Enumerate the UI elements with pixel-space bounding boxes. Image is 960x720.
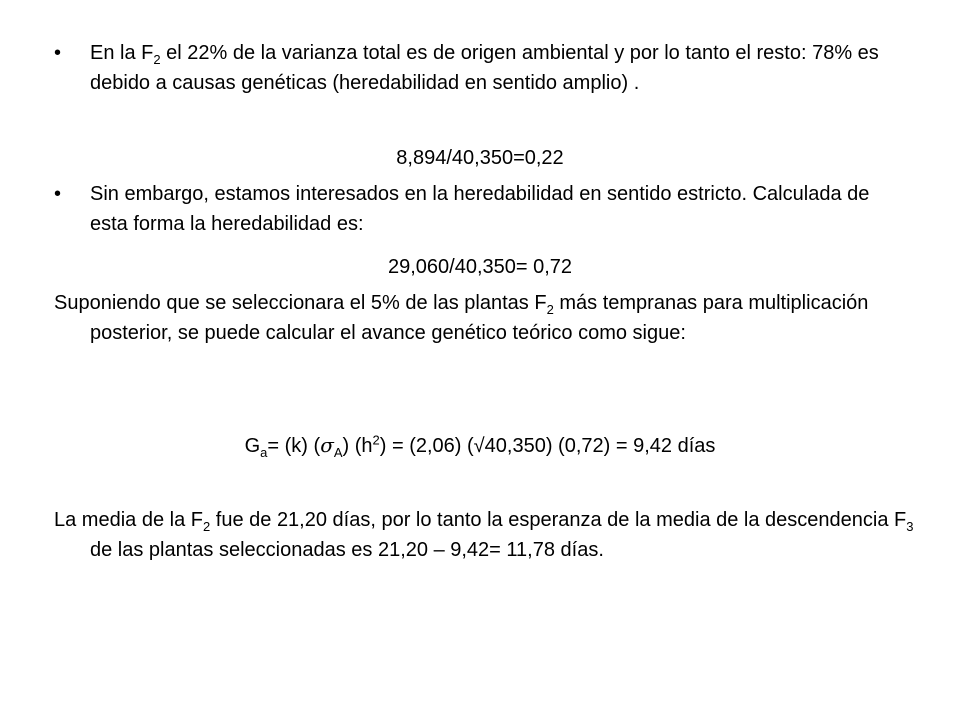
bullet-text-1: En la $F_2$ el 22% de la varianza total es de origen ambiental y por lo tanto el resto: 78% es debido a causas genéticas (heredabilidad en sentido amplio) . bbox=[90, 42, 879, 94]
bullet-dot-icon: • bbox=[54, 183, 62, 205]
paragraph-selection: Suponiendo que se seleccionara el 5% de las plantas $F_2$ más tempranas para multiplicación posterior, se puede calcular el avance genético teórico como sigue: bbox=[54, 292, 869, 344]
formula-heritability-narrow: 29,060/40,350= 0,72 bbox=[387, 256, 573, 278]
paragraph-f2-mean: La media de la $F_2$ fue de 21,20 días, por lo tanto la esperanza de la media de la descendencia $F_3$ de las plantas seleccionadas es 21,20 – 9,42= 11,78 días. bbox=[54, 509, 914, 561]
bullet-text-2: Sin embargo, estamos interesados en la heredabilidad en sentido estricto. Calculada de esta forma la heredabilidad es: bbox=[90, 183, 870, 235]
bullet-dot-icon: • bbox=[54, 42, 62, 64]
formula-heritability-broad: 8,894/40,350=0,22 bbox=[396, 147, 564, 169]
sqrt-symbol: √ bbox=[473, 435, 485, 457]
bullet-item-2 bbox=[54, 179, 904, 239]
formula-genetic-advance: $G_a= (k)$ $(\sigma_A) (h^2) = (2,06)$ (√40,350) (0,72) = 9,42 días bbox=[244, 432, 716, 460]
sigma-symbol: σ bbox=[320, 433, 334, 457]
bullet-item-1 bbox=[54, 38, 904, 98]
